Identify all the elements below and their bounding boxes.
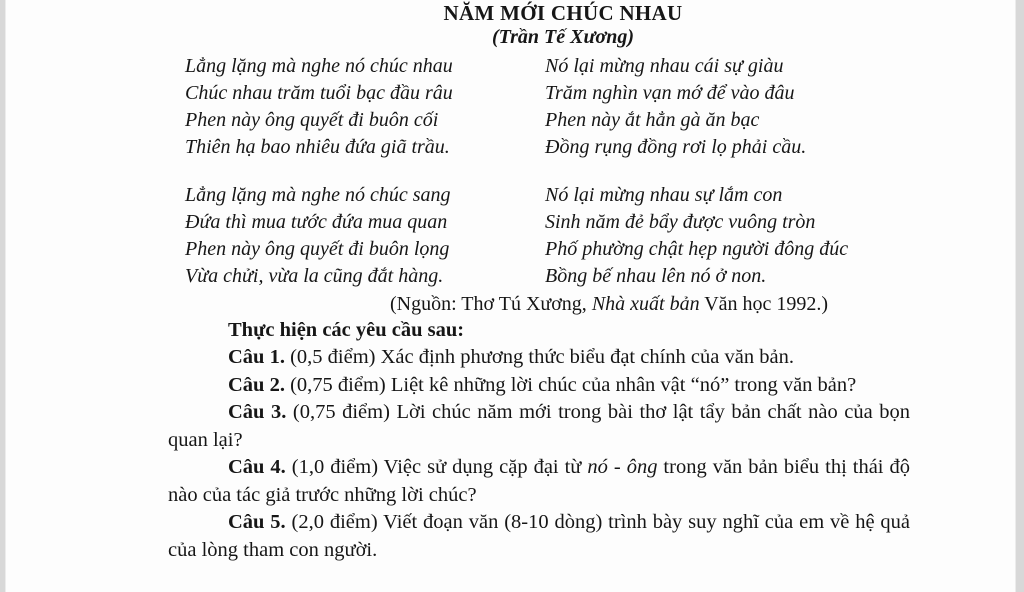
question-text: (2,0 điểm) Viết đoạn văn (8-10 dòng) trình bày suy nghĩ của em về hệ quả của lòng tham con người. bbox=[168, 511, 910, 561]
stanza-2-left-column bbox=[185, 182, 545, 290]
question-text: (1,0 điểm) Việc sử dụng cặp đại từ bbox=[285, 456, 588, 478]
verse-line: Lẳng lặng mà nghe nó chúc sang bbox=[185, 184, 451, 206]
source-citation-suffix: Văn học 1992.) bbox=[699, 293, 829, 315]
question-list bbox=[168, 344, 910, 564]
question-label: Câu 4. bbox=[228, 456, 286, 478]
verse-line: Phố phường chật hẹp người đông đúc bbox=[545, 238, 849, 260]
verse-line: Lẳng lặng mà nghe nó chúc nhau bbox=[185, 55, 453, 77]
verse-line: Trăm nghìn vạn mớ để vào đâu bbox=[545, 82, 795, 104]
question-item-3 bbox=[168, 399, 910, 454]
question-label: Câu 2. bbox=[228, 373, 285, 396]
poem-stanza-1 bbox=[185, 53, 1024, 161]
verse-line: Phen này ông quyết đi buôn cối bbox=[185, 109, 439, 131]
question-text: (0,75 điểm) Liệt kê những lời chúc của nhân vật “nó” trong văn bản? bbox=[284, 373, 857, 396]
poem-body bbox=[185, 53, 1024, 290]
verse-line: Sinh năm đẻ bẩy được vuông tròn bbox=[545, 211, 816, 233]
source-citation bbox=[390, 291, 1024, 317]
poem-title: NĂM MỚI CHÚC NHAU bbox=[443, 1, 683, 25]
poem-author: (Trần Tế Xương) bbox=[492, 26, 634, 48]
question-label: Câu 1. bbox=[228, 346, 285, 368]
question-label: Câu 3. bbox=[228, 401, 287, 423]
stanza-1-right-column bbox=[545, 53, 806, 161]
verse-line: Phen này ắt hẳn gà ăn bạc bbox=[545, 109, 760, 131]
stanza-2-right-column bbox=[545, 182, 848, 290]
source-citation-italic: Nhà xuất bản bbox=[591, 293, 700, 315]
question-item-4 bbox=[168, 454, 910, 509]
verse-line: Nó lại mừng nhau cái sự giàu bbox=[545, 55, 784, 77]
source-citation-prefix: (Nguồn: Thơ Tú Xương, bbox=[390, 293, 592, 315]
question-text: (0,5 điểm) Xác định phương thức biểu đạt chính của văn bản. bbox=[284, 346, 794, 368]
question-text: trong văn bản biểu thị thái độ nào của tác giả trước những lời chúc? bbox=[168, 456, 910, 506]
verse-line: Đứa thì mua tước đứa mua quan bbox=[185, 211, 448, 233]
verse-line: Chúc nhau trăm tuổi bạc đầu râu bbox=[185, 82, 453, 104]
poem-stanza-2 bbox=[185, 182, 1024, 290]
instruction-heading: Thực hiện các yêu cầu sau: bbox=[228, 319, 465, 341]
verse-line: Phen này ông quyết đi buôn lọng bbox=[185, 238, 450, 260]
verse-line: Đồng rụng đồng rơi lọ phải cầu. bbox=[545, 136, 807, 158]
question-item-5 bbox=[168, 509, 910, 564]
question-text-italic: nó - ông bbox=[587, 456, 658, 478]
verse-line: Thiên hạ bao nhiêu đứa giã trầu. bbox=[185, 136, 450, 158]
verse-line: Bồng bế nhau lên nó ở non. bbox=[545, 265, 767, 287]
question-text: (0,75 điểm) Lời chúc năm mới trong bài thơ lật tẩy bản chất nào của bọn quan lại? bbox=[168, 401, 910, 451]
question-item-2 bbox=[168, 372, 910, 400]
verse-line: Vừa chửi, vừa la cũng đắt hàng. bbox=[185, 265, 444, 287]
stanza-1-left-column bbox=[185, 53, 545, 161]
question-item-1 bbox=[168, 344, 910, 372]
question-label: Câu 5. bbox=[228, 511, 286, 533]
verse-line: Nó lại mừng nhau sự lắm con bbox=[545, 184, 783, 206]
